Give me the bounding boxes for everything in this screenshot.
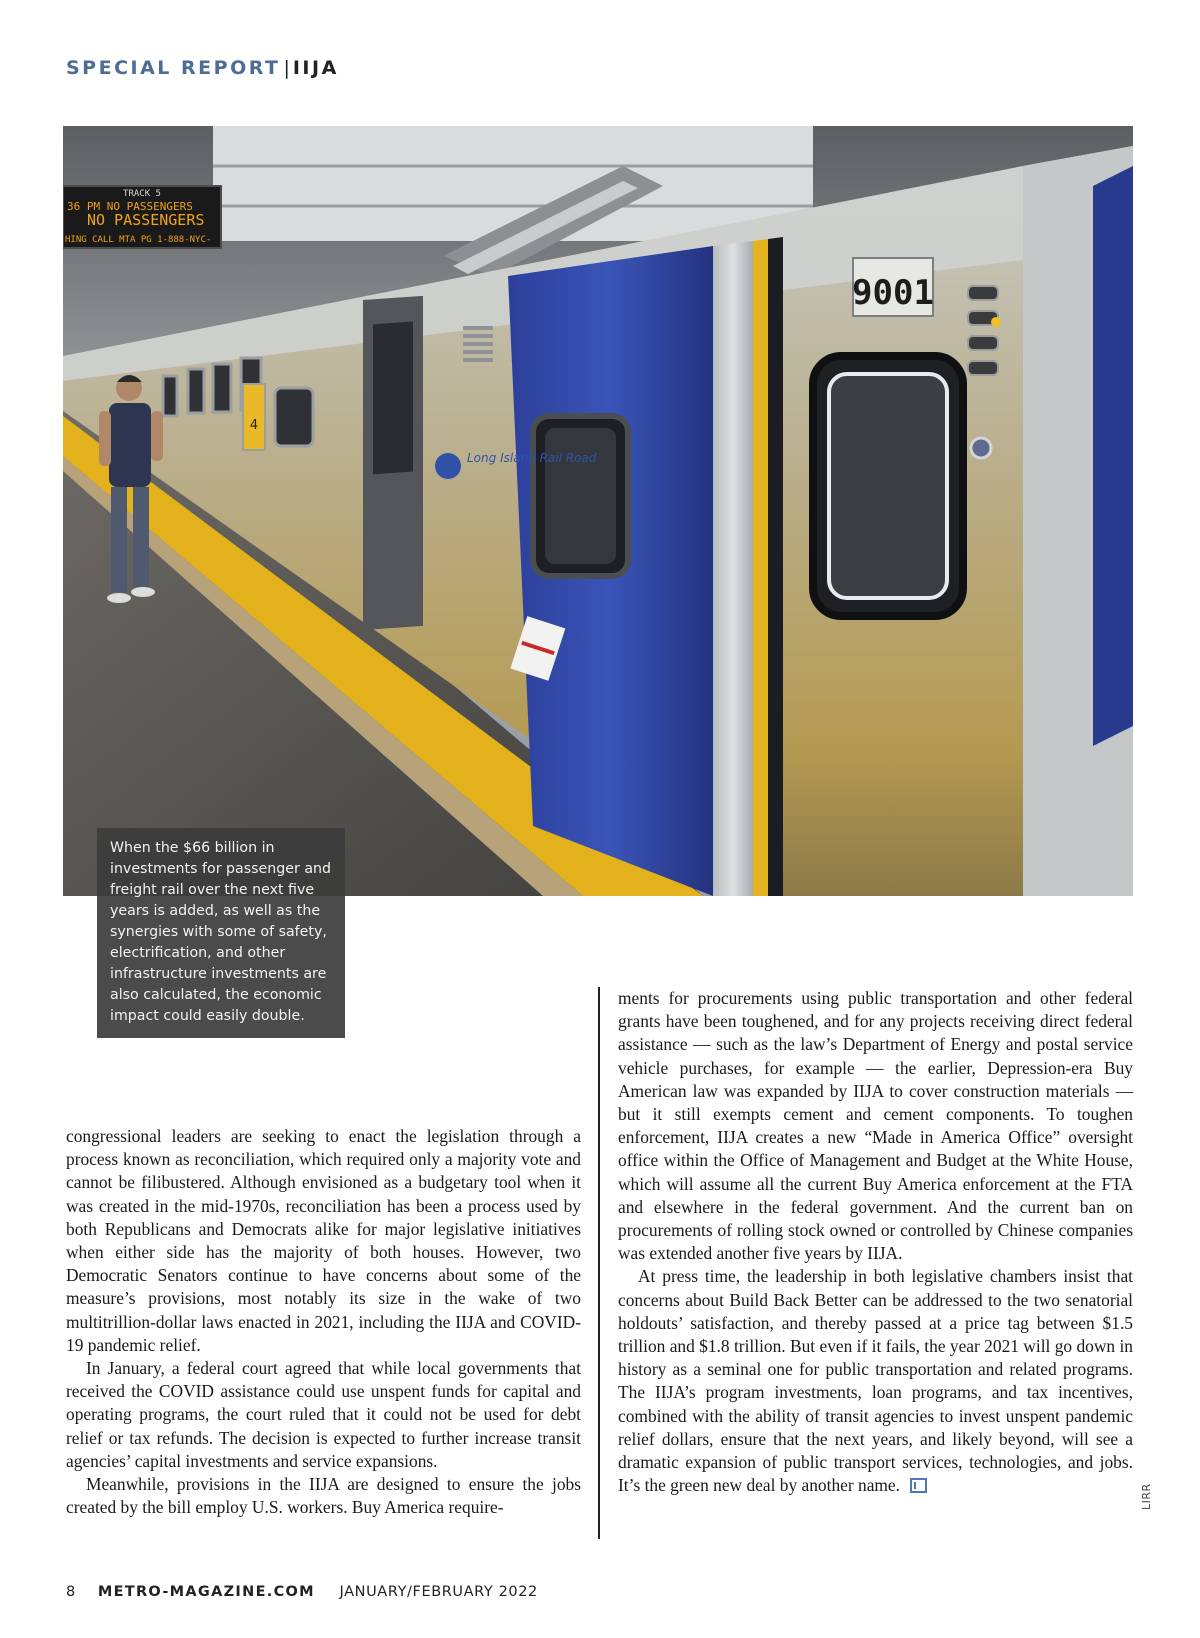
- photo-caption: [97, 828, 345, 1038]
- site-name: METRO-MAGAZINE.COM: [97, 1584, 315, 1600]
- column-divider: [598, 987, 600, 1539]
- paragraph: congressional leaders are seeking to enact the legislation through a process known as reconciliation, which required only a majority vote and cannot be filibustered. Although envisioned as a budgetary tool when it was created in the mid-1970s, reconciliation has been a process used by both Republicans and Democrats alike for major legislative initiatives when either side has the majority of both houses. However, two Democratic Senators continue to have concerns about some of the measure’s provisions, most notably its size in the wake of two multitrillion-dollar laws enacted in 2021, including the IIJA and COVID-19 pandemic relief.: [66, 1126, 581, 1355]
- header-separator: |: [283, 57, 290, 79]
- door-number: 4: [249, 418, 259, 433]
- paragraph: ments for procurements using public transportation and other federal grants have been toughened, and for any projects receiving direct federal assistance — such as the law’s Department of Energy and postal service vehicle purchases, for example — the earlier, Depression-era Buy American law was expanded by IIJA to cover construction materials — but it still exempts cement and cement components. To toughen enforcement, IIJA creates a new “Made in America Office” oversight office within the Office of Management and Budget at the White House, which will assume all the current Buy America enforcement at the FTA and elsewhere in the federal government. And the current ban on procurements of rolling stock owned or controlled by Chinese companies was extended another five years by IIJA.: [618, 988, 1133, 1264]
- sign-line-2: 36 PM NO PASSENGERS: [67, 200, 193, 213]
- caption-text: When the $66 billion in investments for passenger and freight rail over the next five years is added, as well as the synergies with some of safety, electrification, and other infrastructure investments are also calculated, the economic impact could easily double.: [110, 840, 332, 1024]
- article-column-right: [618, 987, 1133, 1497]
- photo-credit: LIRR: [1140, 1483, 1153, 1510]
- page-footer: [66, 1582, 538, 1602]
- sign-line-3: NO PASSENGERS: [87, 211, 205, 229]
- end-mark-icon: [910, 1478, 927, 1493]
- railroad-logo-text: Long Island Rail Road: [467, 451, 597, 465]
- car-number: 9001: [852, 273, 934, 313]
- section-header: [66, 56, 339, 80]
- topic-label: IIJA: [292, 57, 339, 79]
- issue-date: JANUARY/FEBRUARY 2022: [339, 1584, 538, 1600]
- paragraph-final: [618, 1265, 1133, 1497]
- paragraph: Meanwhile, provisions in the IIJA are designed to ensure the jobs created by the bill employ U.S. workers. Buy America require-: [66, 1474, 581, 1518]
- section-label: SPECIAL REPORT: [66, 57, 281, 79]
- sign-line-4: HING CALL MTA PG 1-888-NYC-: [65, 235, 212, 245]
- article-column-left: [66, 1125, 581, 1519]
- paragraph-final-text: At press time, the leadership in both legislative chambers insist that concerns about Build Back Better can be addressed to the two senatorial holdouts’ satisfaction, and thereby passed at a price tag between $1.5 trillion and $1.8 trillion. But even if it fails, the year 2021 will go down in history as a seminal one for public transportation and related programs. The IIJA’s program investments, loan programs, and tax incentives, combined with the ability of transit agencies to invest unspent pandemic relief dollars, ensure that the next years, and likely beyond, will see a dramatic expansion of public transport services, technologies, and jobs. It’s the green new deal by another name.: [618, 1266, 1133, 1496]
- paragraph: In January, a federal court agreed that while local governments that received the COVID assistance could use unspent funds for capital and operating programs, the court ruled that it could not be used for debt relief or tax refunds. The decision is expected to further increase transit agencies’ capital investments and service expansions.: [66, 1358, 581, 1471]
- sign-track-line: TRACK 5: [123, 189, 161, 199]
- page-number: 8: [66, 1584, 76, 1600]
- train-photo: [63, 126, 1133, 896]
